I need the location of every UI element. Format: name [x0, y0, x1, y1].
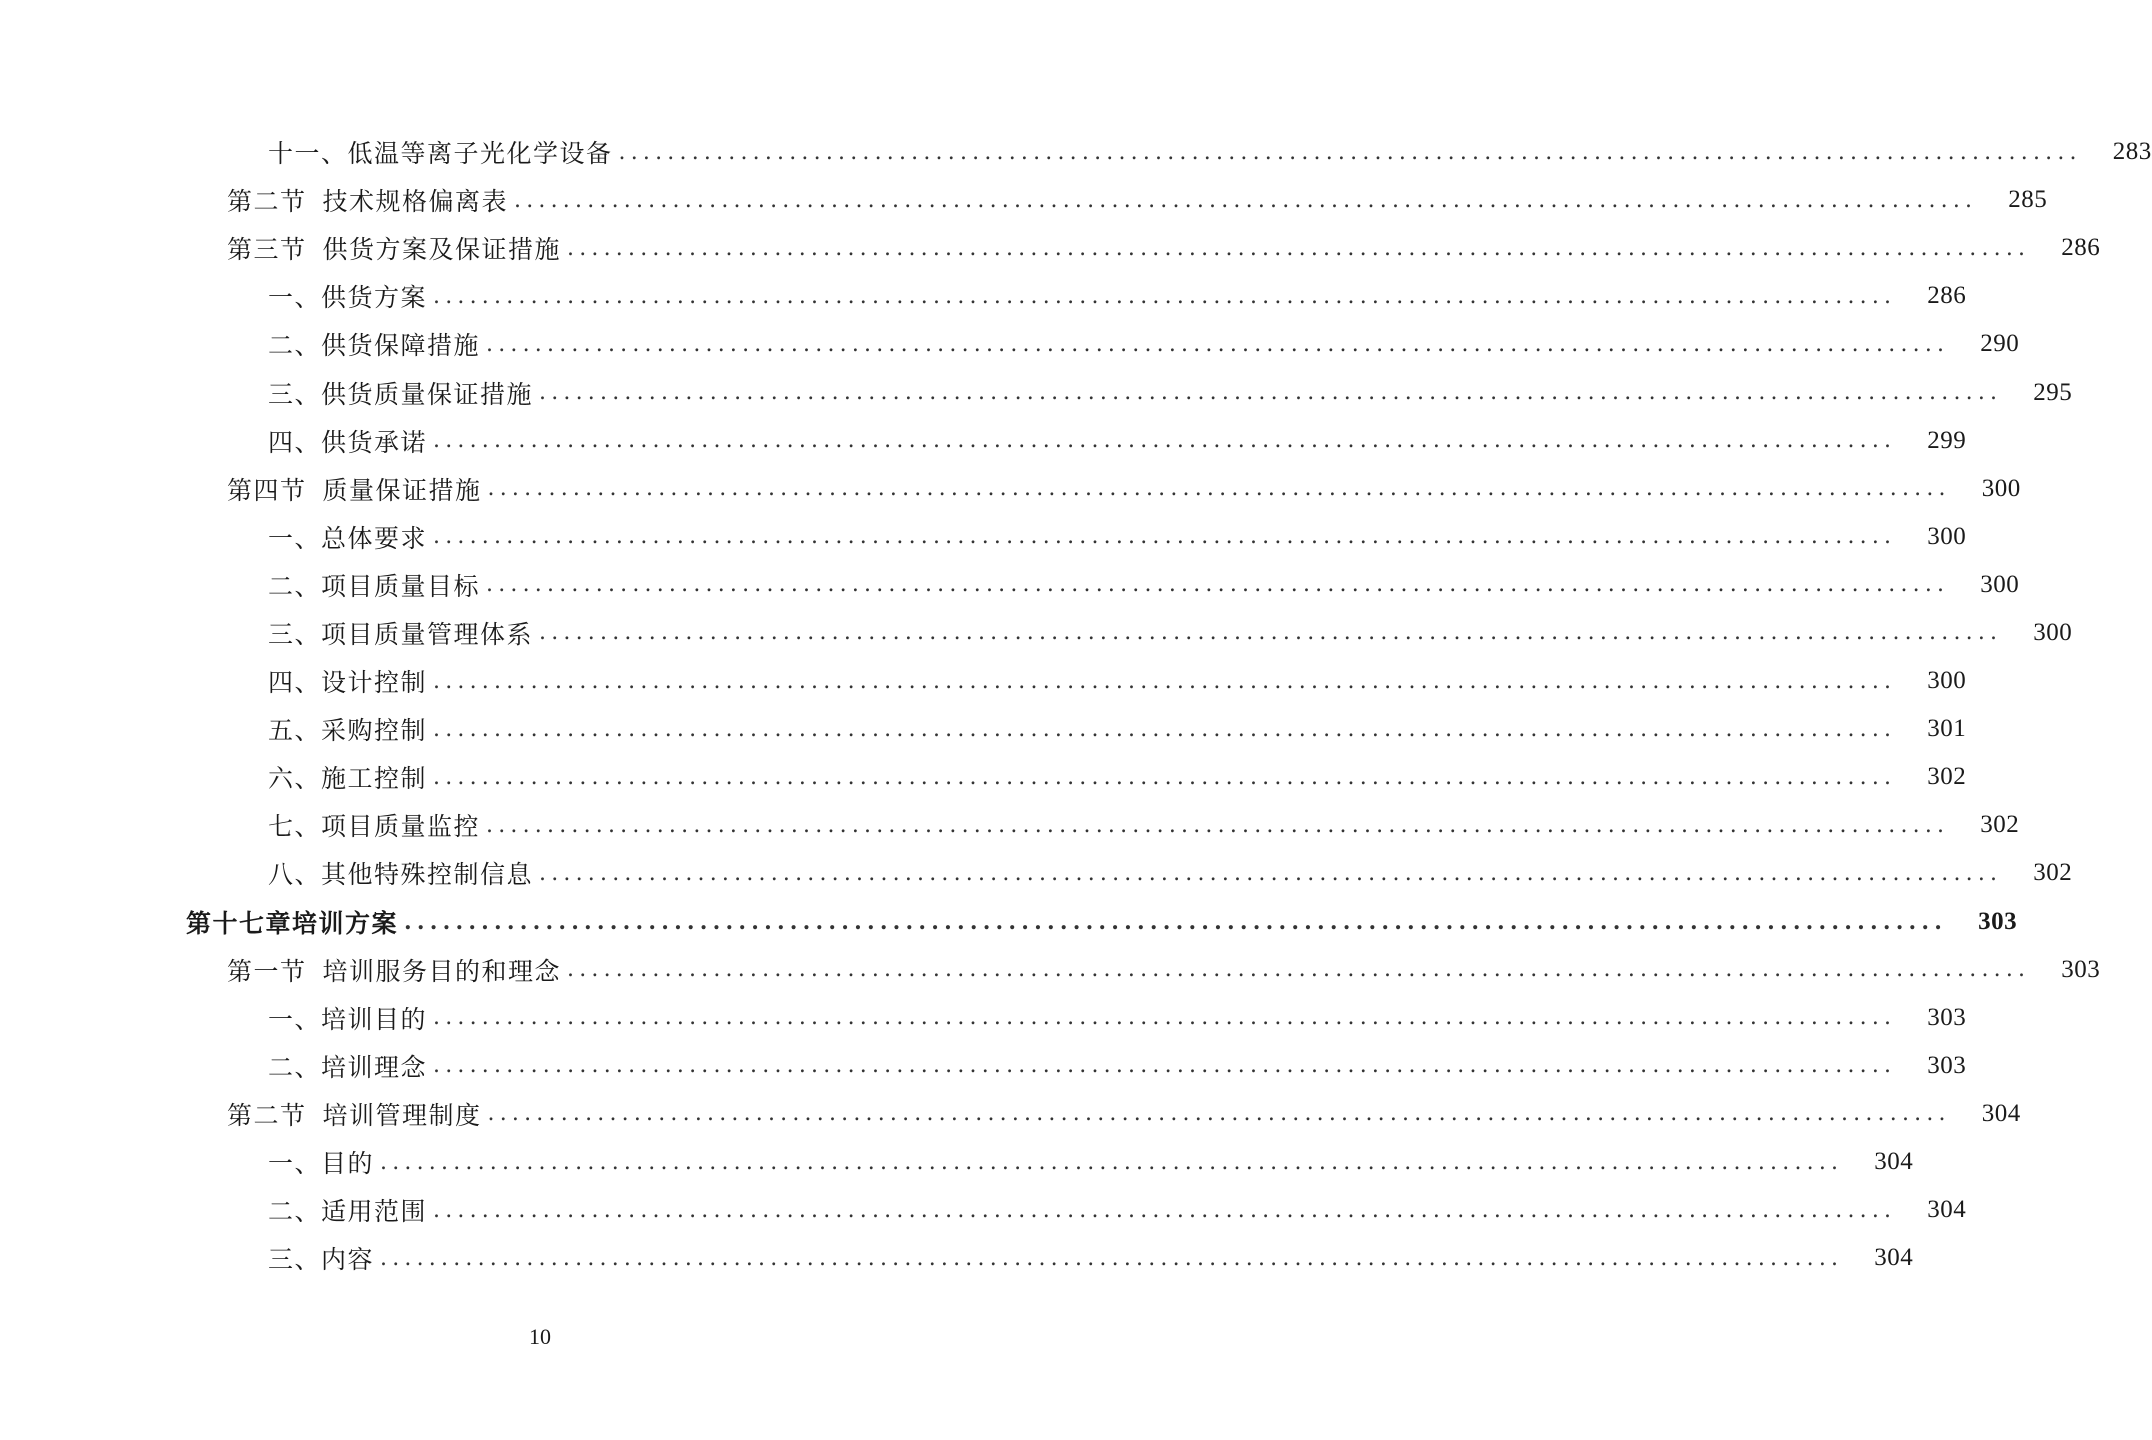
- toc-entry-title: 低温等离子光化学设备: [347, 139, 613, 169]
- toc-entry-page-number: 300: [1980, 570, 2020, 598]
- toc-dot-leader: ........................................................................................................................: [433, 1005, 1897, 1031]
- toc-entry-prefix: 二、: [268, 1052, 322, 1082]
- toc-entry-prefix: 一、: [268, 523, 322, 553]
- toc-entry-title: 培训方案: [292, 908, 399, 938]
- toc-entry-prefix: 八、: [268, 860, 322, 890]
- toc-entry-prefix: 三、: [268, 379, 322, 409]
- toc-entry-label: [268, 1000, 427, 1036]
- toc-entry-page-number: 286: [1927, 282, 1967, 310]
- toc-entry-prefix: 第十七章: [186, 908, 293, 938]
- toc-entry-label: [268, 1240, 374, 1276]
- toc-entry[interactable]: [0, 657, 1967, 705]
- toc-entry-page-number: 290: [1980, 330, 2020, 358]
- toc-dot-leader: ........................................................................................................................: [433, 428, 1897, 454]
- toc-entry-page-number: 286: [2061, 234, 2101, 262]
- toc-entry-title: 供货方案及保证措施: [322, 235, 562, 265]
- toc-entry-page-number: 300: [1927, 667, 1967, 695]
- toc-entry-page-number: 302: [1927, 763, 1967, 791]
- toc-entry-title: 项目质量监控: [321, 812, 481, 842]
- toc-entry-prefix: 一、: [268, 1149, 322, 1179]
- toc-dot-leader: ........................................................................................................................: [433, 1053, 1897, 1079]
- toc-entry-title: 供货质量保证措施: [321, 379, 534, 409]
- toc-entry-title: 内容: [321, 1245, 375, 1275]
- toc-entry[interactable]: [0, 849, 2073, 897]
- toc-dot-leader: ........................................................................................................................: [567, 957, 2031, 983]
- toc-entry-prefix: 一、: [268, 1004, 322, 1034]
- toc-entry[interactable]: [0, 994, 1967, 1042]
- toc-entry-title: 项目质量目标: [321, 571, 481, 601]
- toc-entry[interactable]: [0, 465, 2021, 513]
- toc-entry[interactable]: [0, 1234, 1914, 1282]
- toc-entry-page-number: 285: [2008, 186, 2048, 214]
- toc-entry-prefix: 第四节: [227, 475, 307, 505]
- toc-entry[interactable]: [0, 417, 1967, 465]
- toc-entry-title: 适用范围: [321, 1197, 428, 1227]
- toc-entry-label: [268, 855, 533, 891]
- toc-entry-label: [268, 759, 427, 795]
- toc-entry-page-number: 303: [1927, 1003, 1967, 1031]
- toc-dot-leader: ........................................................................................................................: [380, 1149, 1844, 1175]
- toc-dot-leader: ........................................................................................................................: [380, 1245, 1844, 1271]
- toc-entry-label: [268, 134, 613, 170]
- toc-dot-leader: ........................................................................................................................: [539, 860, 2003, 886]
- toc-entry-label: [186, 904, 398, 940]
- toc-entry-page-number: 304: [1874, 1148, 1914, 1176]
- toc-entry-prefix: 三、: [268, 619, 322, 649]
- toc-dot-leader: ........................................................................................................................: [433, 1197, 1897, 1223]
- toc-entry[interactable]: [0, 898, 2018, 946]
- toc-entry-label: [268, 1144, 374, 1180]
- toc-entry-label: [227, 471, 482, 507]
- toc-entry-title: 质量保证措施: [322, 475, 482, 505]
- toc-entry-page-number: 299: [1927, 426, 1967, 454]
- toc-entry-prefix: 第二节: [227, 1100, 307, 1130]
- toc-entry-page-number: 304: [1927, 1196, 1967, 1224]
- toc-entry-title: 供货承诺: [321, 427, 428, 457]
- toc-entry-title: 培训目的: [321, 1004, 428, 1034]
- toc-entry-page-number: 304: [1981, 1099, 2021, 1127]
- toc-entry-label: [268, 615, 533, 651]
- toc-entry-title: 施工控制: [321, 764, 428, 794]
- toc-entry-page-number: 283: [2112, 138, 2152, 166]
- toc-dot-leader: ........................................................................................................................: [433, 283, 1897, 309]
- toc-entry-title: 技术规格偏离表: [322, 187, 509, 217]
- toc-dot-leader: ........................................................................................................................: [404, 908, 1948, 935]
- toc-entry[interactable]: [0, 609, 2073, 657]
- toc-entry[interactable]: [0, 224, 2101, 272]
- toc-entry[interactable]: [0, 1186, 1967, 1234]
- toc-entry[interactable]: [0, 946, 2101, 994]
- toc-entry-label: [268, 375, 533, 411]
- toc-entry-label: [227, 230, 561, 266]
- toc-entry-prefix: 二、: [268, 331, 322, 361]
- toc-entry-label: [268, 519, 427, 555]
- toc-dot-leader: ........................................................................................................................: [487, 476, 1951, 502]
- toc-entry[interactable]: [0, 1090, 2021, 1138]
- toc-dot-leader: ........................................................................................................................: [618, 139, 2082, 165]
- toc-entry-prefix: 七、: [268, 812, 322, 842]
- table-of-contents: [0, 128, 2152, 1282]
- toc-entry-prefix: 二、: [268, 1197, 322, 1227]
- toc-entry-label: [227, 1096, 482, 1132]
- toc-entry-prefix: 五、: [268, 716, 322, 746]
- toc-entry[interactable]: [0, 176, 2048, 224]
- toc-entry-page-number: 303: [1978, 907, 2018, 935]
- toc-dot-leader: ........................................................................................................................: [567, 235, 2031, 261]
- toc-dot-leader: ........................................................................................................................: [433, 716, 1897, 742]
- toc-entry[interactable]: [0, 513, 1967, 561]
- toc-entry-prefix: 二、: [268, 571, 322, 601]
- toc-entry-page-number: 300: [1927, 522, 1967, 550]
- toc-entry-label: [268, 807, 480, 843]
- toc-entry-prefix: 三、: [268, 1245, 322, 1275]
- toc-dot-leader: ........................................................................................................................: [539, 620, 2003, 646]
- toc-entry[interactable]: [0, 368, 2073, 416]
- toc-dot-leader: ........................................................................................................................: [486, 572, 1950, 598]
- toc-entry-page-number: 303: [1927, 1051, 1967, 1079]
- toc-entry-page-number: 303: [2061, 955, 2101, 983]
- toc-entry-title: 设计控制: [321, 668, 428, 698]
- toc-dot-leader: ........................................................................................................................: [486, 812, 1950, 838]
- toc-entry[interactable]: [0, 128, 2152, 176]
- toc-dot-leader: ........................................................................................................................: [539, 380, 2003, 406]
- toc-entry[interactable]: [0, 1042, 1967, 1090]
- toc-entry[interactable]: [0, 320, 2020, 368]
- toc-entry-title: 培训理念: [321, 1052, 428, 1082]
- toc-entry-page-number: 302: [1980, 811, 2020, 839]
- toc-entry-page-number: 301: [1927, 715, 1967, 743]
- toc-entry-label: [268, 326, 480, 362]
- toc-entry[interactable]: [0, 561, 2020, 609]
- toc-entry-label: [268, 567, 480, 603]
- toc-entry-label: [268, 1048, 427, 1084]
- toc-dot-leader: ........................................................................................................................: [514, 187, 1978, 213]
- toc-entry-page-number: 295: [2033, 378, 2073, 406]
- toc-dot-leader: ........................................................................................................................: [433, 764, 1897, 790]
- toc-entry-title: 总体要求: [321, 523, 428, 553]
- toc-entry-label: [227, 182, 508, 218]
- toc-entry-page-number: 302: [2033, 859, 2073, 887]
- toc-entry-prefix: 第二节: [227, 187, 307, 217]
- toc-entry-label: [227, 952, 561, 988]
- toc-entry-title: 目的: [321, 1149, 375, 1179]
- toc-entry-prefix: 十一、: [268, 139, 348, 169]
- toc-entry[interactable]: [0, 801, 2020, 849]
- toc-entry-prefix: 四、: [268, 668, 322, 698]
- toc-entry-prefix: 四、: [268, 427, 322, 457]
- toc-dot-leader: ........................................................................................................................: [433, 668, 1897, 694]
- toc-entry-title: 项目质量管理体系: [321, 619, 534, 649]
- toc-entry-title: 采购控制: [321, 716, 428, 746]
- toc-entry-page-number: 300: [2033, 618, 2073, 646]
- toc-entry-prefix: 第三节: [227, 235, 307, 265]
- toc-entry[interactable]: [0, 705, 1967, 753]
- toc-entry-page-number: 300: [1981, 474, 2021, 502]
- toc-entry-label: [268, 423, 427, 459]
- toc-entry[interactable]: [0, 1138, 1914, 1186]
- toc-entry-page-number: 304: [1874, 1244, 1914, 1272]
- toc-entry-title: 培训服务目的和理念: [322, 956, 562, 986]
- toc-dot-leader: ........................................................................................................................: [487, 1101, 1951, 1127]
- toc-entry-prefix: 一、: [268, 283, 322, 313]
- toc-dot-leader: ........................................................................................................................: [486, 331, 1950, 357]
- toc-dot-leader: ........................................................................................................................: [433, 524, 1897, 550]
- toc-entry-title: 供货方案: [321, 283, 428, 313]
- toc-entry[interactable]: [0, 272, 1967, 320]
- toc-entry-title: 其他特殊控制信息: [321, 860, 534, 890]
- toc-entry-prefix: 第一节: [227, 956, 307, 986]
- toc-entry[interactable]: [0, 753, 1967, 801]
- toc-entry-prefix: 六、: [268, 764, 322, 794]
- toc-entry-label: [268, 278, 427, 314]
- toc-entry-label: [268, 663, 427, 699]
- page-number: 10: [529, 1324, 551, 1349]
- toc-entry-title: 供货保障措施: [321, 331, 481, 361]
- toc-entry-title: 培训管理制度: [322, 1100, 482, 1130]
- toc-entry-label: [268, 711, 427, 747]
- toc-entry-label: [268, 1192, 427, 1228]
